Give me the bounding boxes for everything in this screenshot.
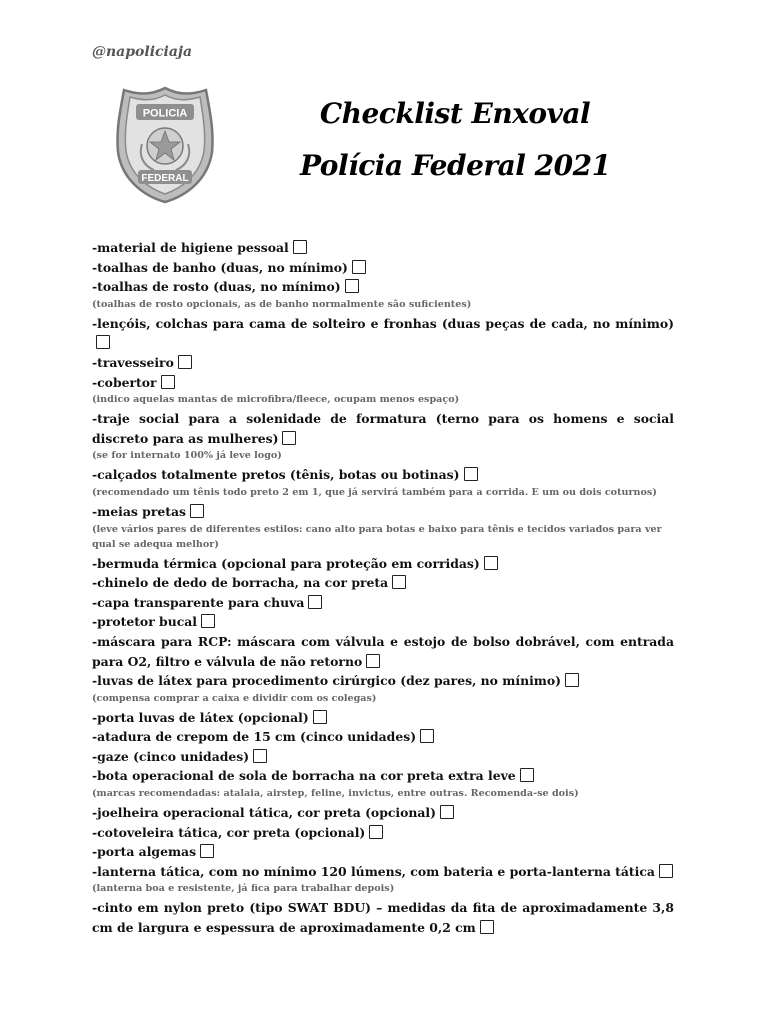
checklist-note: (compensa comprar a caixa e dividir com os colegas) xyxy=(92,692,377,704)
checklist-item-label: -bermuda térmica (opcional para proteção em corridas) xyxy=(92,555,480,571)
badge-bottom-text: FEDERAL xyxy=(141,173,189,184)
checklist-note: (lanterna boa e resistente, já fica para trabalhar depois) xyxy=(92,883,395,895)
checklist-item-label: -cotoveleira tática, cor preta (opcional) xyxy=(92,824,366,840)
checklist-item xyxy=(92,373,674,393)
checkbox[interactable] xyxy=(161,375,175,389)
checklist-item-label: -cinto em nylon preto (tipo SWAT BDU) – medidas da fita de aproximadamente 3,8 cm de largura e espessura de aproximadamente 0,2 cm xyxy=(92,900,674,936)
checkbox[interactable] xyxy=(200,844,214,858)
checkbox[interactable] xyxy=(293,240,307,254)
checklist-item xyxy=(92,632,674,671)
checklist-item-label: -lençóis, colchas para cama de solteiro e fronhas (duas peças de cada, no mínimo) xyxy=(92,315,674,331)
checklist-item xyxy=(92,502,674,522)
checklist-item xyxy=(92,842,674,862)
checklist-item xyxy=(92,898,674,937)
checklist-item xyxy=(92,593,674,613)
checkbox[interactable] xyxy=(352,260,366,274)
checklist-item xyxy=(92,862,674,882)
checkbox[interactable] xyxy=(420,729,434,743)
checklist-item xyxy=(92,409,674,448)
checkbox[interactable] xyxy=(201,614,215,628)
checkbox[interactable] xyxy=(313,710,327,724)
page-title xyxy=(300,88,610,192)
checklist-item xyxy=(92,612,674,632)
checklist-item-label: -porta luvas de látex (opcional) xyxy=(92,709,309,725)
checklist-item-label: -atadura de crepom de 15 cm (cinco unidades) xyxy=(92,729,417,745)
checkbox[interactable] xyxy=(565,673,579,687)
checklist-item-label: -toalhas de banho (duas, no mínimo) xyxy=(92,259,348,275)
checkbox[interactable] xyxy=(484,556,498,570)
checklist-note: (recomendado um tênis todo preto 2 em 1, que já servirá também para a corrida. E um ou dois coturnos) xyxy=(92,486,657,498)
badge-top-text: POLICIA xyxy=(142,107,188,120)
checklist-item xyxy=(92,747,674,767)
title-line-1: Checklist Enxoval xyxy=(319,97,591,130)
checkbox[interactable] xyxy=(480,920,494,934)
checklist-item-label: -máscara para RCP: máscara com válvula e estojo de bolso dobrável, com entrada para O2, filtro e válvula de não retorno xyxy=(92,633,674,669)
checklist-item-label: -cobertor xyxy=(92,374,157,390)
checklist-item xyxy=(92,727,674,747)
checklist-item xyxy=(92,238,674,258)
checkbox[interactable] xyxy=(366,654,380,668)
checkbox[interactable] xyxy=(464,467,478,481)
instagram-handle: @napoliciaja xyxy=(92,44,193,60)
checklist-item xyxy=(92,823,674,843)
checklist-note: (indico aquelas mantas de microfibra/fleece, ocupam menos espaço) xyxy=(92,394,460,406)
checklist-item-label: -luvas de látex para procedimento cirúrgico (dez pares, no mínimo) xyxy=(92,673,562,689)
checklist-item-label: -gaze (cinco unidades) xyxy=(92,748,250,764)
checklist-note: (se for internato 100% já leve logo) xyxy=(92,450,282,462)
checklist-item xyxy=(92,314,674,353)
checklist-item-label: -material de higiene pessoal xyxy=(92,240,289,255)
checklist-note: (marcas recomendadas: atalaia, airstep, feline, invictus, entre outras. Recomenda-se dois) xyxy=(92,788,579,800)
checklist-item-label: -lanterna tática, com no mínimo 120 lúmens, com bateria e porta-lanterna tática xyxy=(92,863,655,879)
checkbox[interactable] xyxy=(96,335,110,349)
checklist-item-label: -porta algemas xyxy=(92,844,197,860)
checklist-note: (toalhas de rosto opcionais, as de banho normalmente são suficientes) xyxy=(92,298,472,310)
checkbox[interactable] xyxy=(345,279,359,293)
checklist-item xyxy=(92,465,674,485)
title-line-2: Polícia Federal 2021 xyxy=(300,149,611,182)
checklist-item-label: -calçados totalmente pretos (tênis, botas ou botinas) xyxy=(92,467,460,483)
checkbox[interactable] xyxy=(520,768,534,782)
checklist-item-label: -chinelo de dedo de borracha, na cor preta xyxy=(92,575,389,591)
checkbox[interactable] xyxy=(440,805,454,819)
checklist-item-label: -protetor bucal xyxy=(92,614,197,630)
checklist-item-label: -bota operacional de sola de borracha na cor preta extra leve xyxy=(92,768,516,784)
checklist-item xyxy=(92,554,674,574)
checklist-item xyxy=(92,277,674,297)
checklist-item xyxy=(92,258,674,278)
checklist-item xyxy=(92,671,674,691)
checklist-item xyxy=(92,803,674,823)
checklist-item-label: -toalhas de rosto (duas, no mínimo) xyxy=(92,279,341,295)
checklist-item-label: -meias pretas xyxy=(92,503,186,519)
checkbox[interactable] xyxy=(659,864,673,878)
checklist-item xyxy=(92,766,674,786)
police-badge-icon xyxy=(114,86,216,204)
checklist-item xyxy=(92,708,674,728)
checklist-note: (leve vários pares de diferentes estilos: cano alto para botas e baixo para tênis e tecidos variados para ver qual se adequa melhor) xyxy=(92,523,662,550)
checkbox[interactable] xyxy=(190,504,204,518)
checkbox[interactable] xyxy=(308,595,322,609)
checkbox[interactable] xyxy=(392,575,406,589)
checkbox[interactable] xyxy=(253,749,267,763)
checklist-item-label: -travesseiro xyxy=(92,354,174,370)
checklist-item-label: -capa transparente para chuva xyxy=(92,594,305,610)
checklist-item-label: -traje social para a solenidade de formatura (terno para os homens e social discreto para as mulheres) xyxy=(92,411,674,446)
checklist xyxy=(92,238,674,938)
checklist-item xyxy=(92,353,674,373)
checkbox[interactable] xyxy=(178,355,192,369)
checklist-item xyxy=(92,573,674,593)
checklist-item-label: -joelheira operacional tática, cor preta (opcional) xyxy=(92,805,436,821)
checkbox[interactable] xyxy=(282,431,296,445)
checkbox[interactable] xyxy=(369,825,383,839)
